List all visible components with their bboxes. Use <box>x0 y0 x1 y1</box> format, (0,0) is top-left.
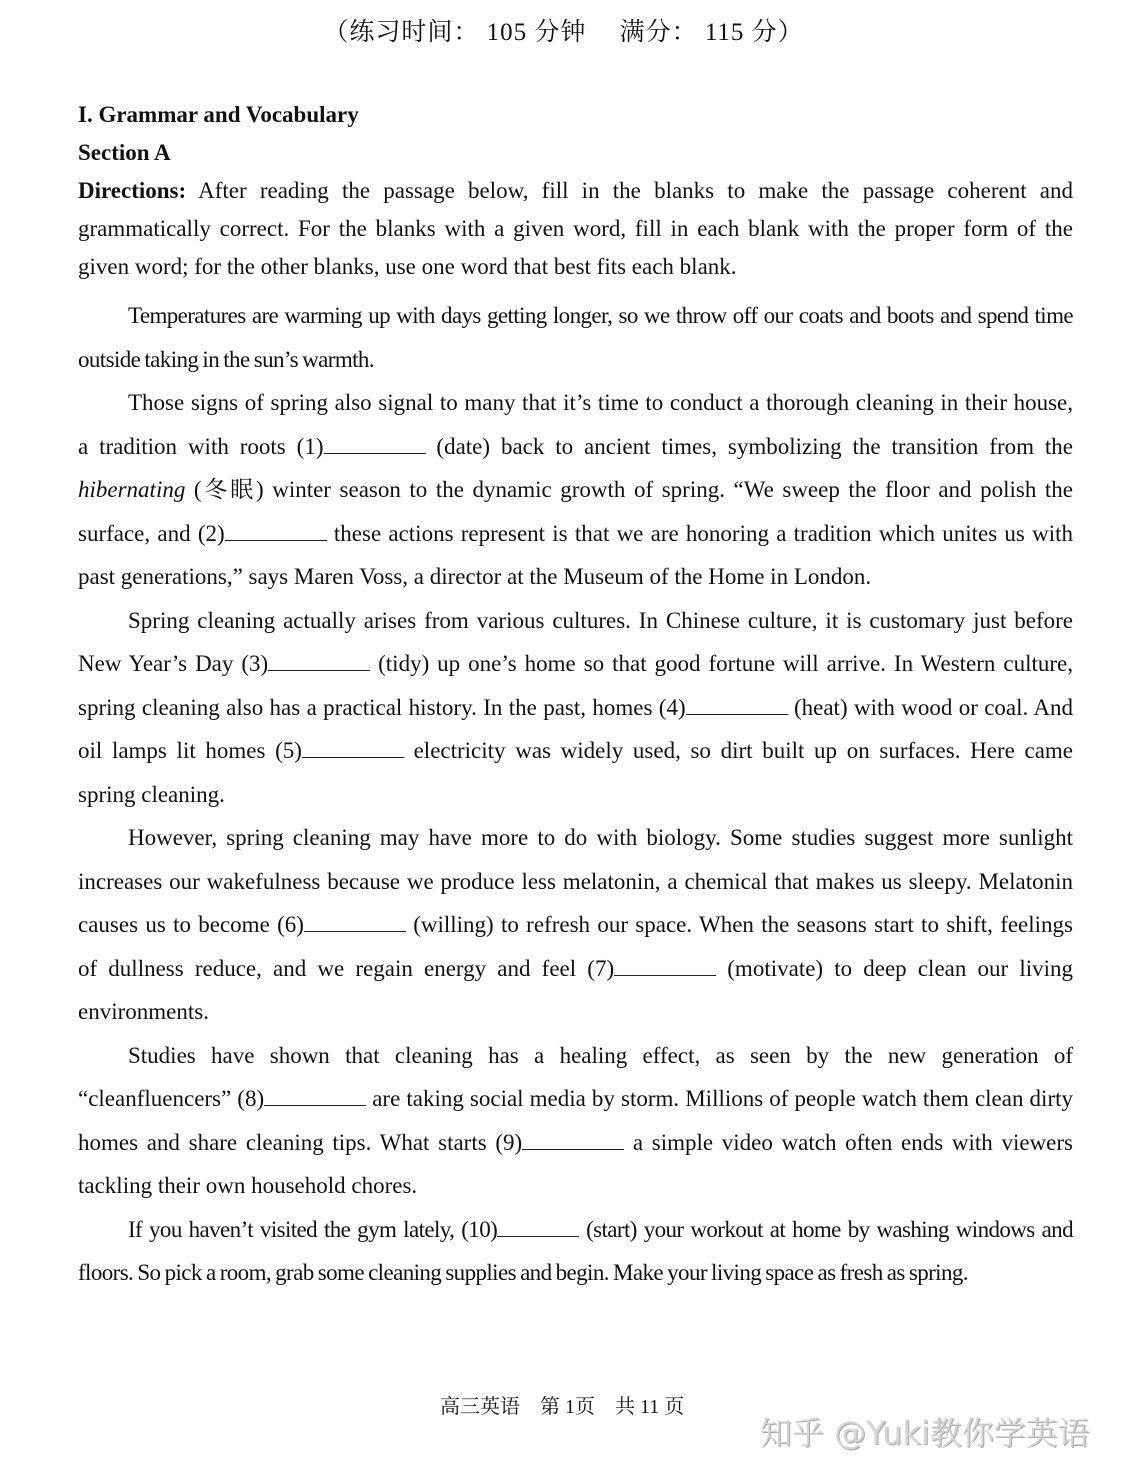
blank-line[interactable] <box>264 1087 366 1106</box>
passage-paragraph-2 <box>78 381 1073 599</box>
blank-line[interactable] <box>686 696 788 715</box>
text-run: (tidy) up one’s home so that good fortune will arrive. In Western culture, spring cleaning also has a practical history. In the past, homes <box>78 651 1073 720</box>
exam-content <box>78 96 1073 1295</box>
blank-line[interactable] <box>614 957 716 976</box>
blank-line[interactable] <box>497 1218 579 1237</box>
text-run: (start) your workout at home by washing windows and floors. So pick a room, grab some cleaning supplies and begin. Make your living space as fresh as spring. <box>78 1216 1073 1285</box>
text-run: Spring cleaning actually arises from various cultures. In Chinese culture, it is customary just before New Year’s Day <box>78 607 1073 676</box>
blank-4[interactable] <box>659 695 788 720</box>
italic-term: hibernating <box>78 477 186 502</box>
text-run: (motivate) to deep clean our living environments. <box>78 955 1073 1024</box>
watermark: 知乎 @Yuki教你学英语 <box>760 1414 1090 1452</box>
blank-number: (7) <box>587 955 615 981</box>
blank-3[interactable] <box>241 651 370 676</box>
directions-text: After reading the passage below, fill in the blanks to make the passage coherent and grammatically correct. For the blanks with a given word, fill in each blank with the proper form of the given word; for the other blanks, use one word that best fits each blank. <box>78 178 1073 279</box>
text-run: these actions represent is that we are honoring a tradition which unites us with past generations,” says Maren Voss, a director at the Museum of the Home in London. <box>78 520 1073 589</box>
blank-number: (5) <box>275 738 302 763</box>
blank-9[interactable] <box>495 1130 624 1155</box>
blank-line[interactable] <box>225 522 327 541</box>
blank-6[interactable] <box>277 912 406 937</box>
passage-paragraph-5 <box>78 1034 1073 1208</box>
blank-number: (2) <box>197 520 225 546</box>
blank-line[interactable] <box>304 913 406 932</box>
blank-7[interactable] <box>587 956 716 981</box>
text-run: However, spring cleaning may have more to do with biology. Some studies suggest more sunlight increases our wakefulness because we produce less melatonin, a chemical that makes us sleepy. Melatonin causes us to become <box>78 825 1073 937</box>
text-run: (heat) with wood or coal. And oil lamps lit homes <box>78 694 1073 763</box>
blank-number: (3) <box>241 651 269 676</box>
text-run: (date) back to ancient times, symbolizing the transition from the <box>425 433 1073 459</box>
blank-line[interactable] <box>268 652 370 671</box>
text-run: (冬眠) winter season to the dynamic growth of spring. “We sweep the floor and polish the surface, and <box>78 477 1073 546</box>
page-footer: 高三英语 第 1页 共 11 页 <box>440 1396 685 1418</box>
blank-number: (9) <box>495 1129 523 1155</box>
blank-line[interactable] <box>302 739 404 758</box>
text-run: electricity was widely used, so dirt built up on surfaces. Here came spring cleaning. <box>78 738 1073 807</box>
blank-5[interactable] <box>275 738 404 763</box>
text-run: Those signs of spring also signal to many that it’s time to conduct a thorough cleaning in their house, a tradition with roots <box>78 390 1073 459</box>
directions <box>78 172 1073 286</box>
blank-10[interactable] <box>461 1217 579 1242</box>
blank-number: (1) <box>296 433 324 459</box>
text-run: a simple video watch often ends with viewers tackling their own household chores. <box>78 1129 1073 1198</box>
part-title: I. Grammar and Vocabulary <box>78 102 359 127</box>
text-run: If you haven’t visited the gym lately, <box>128 1216 462 1242</box>
passage-paragraph-3 <box>78 599 1073 817</box>
section-title: Section A <box>78 140 171 165</box>
passage-paragraph-1: Temperatures are warming up with days getting longer, so we throw off our coats and boots and spend time outside taking in the sun’s warmth. <box>78 303 1073 372</box>
blank-number: (4) <box>658 694 686 720</box>
blank-line[interactable] <box>522 1131 624 1150</box>
blank-8[interactable] <box>237 1086 366 1111</box>
text-run: (willing) to refresh our space. When the seasons start to shift, feelings of dullness reduce, and we regain energy and feel <box>78 912 1073 981</box>
exam-time-and-score: （练习时间： 105 分钟 满分： 115 分） <box>323 19 804 46</box>
directions-label: Directions: <box>78 178 187 203</box>
passage-paragraph-6 <box>78 1208 1073 1295</box>
text-run: are taking social media by storm. Millions of people watch them clean dirty homes and share cleaning tips. What starts <box>78 1086 1073 1155</box>
blank-number: (6) <box>277 912 304 937</box>
blank-line[interactable] <box>324 435 426 454</box>
blank-number: (8) <box>237 1086 265 1111</box>
text-run: Studies have shown that cleaning has a healing effect, as seen by the new generation of “cleanfluencers” <box>78 1042 1073 1111</box>
blank-1[interactable] <box>297 434 426 459</box>
passage-paragraph-4 <box>78 816 1073 1034</box>
blank-2[interactable] <box>198 521 327 546</box>
blank-number: (10) <box>461 1216 498 1242</box>
